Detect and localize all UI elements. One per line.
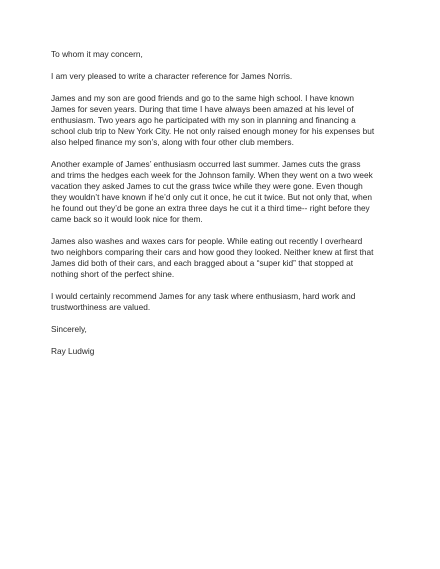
letter-paragraph-recommendation: I would certainly recommend James for any task where enthusiasm, hard work and trustworthiness are valued.: [51, 291, 356, 312]
letter-salutation: To whom it may concern,: [51, 49, 143, 59]
letter-page: [51, 49, 391, 357]
letter-paragraph-grass: Another example of James’ enthusiasm occurred last summer. James cuts the grass and trims the hedges each week for the Johnson family. When they went on a two week vacation they asked James to cut the grass twice while they were gone. Even though they wouldn’t have known if he’d only cut it once, he cut it twice. But not only that, when he found out they’d be gone an extra three days he cut it a third time-- right before they came back so it would look nice for them.: [51, 159, 373, 224]
letter-paragraph-friendship: James and my son are good friends and go to the same high school. I have known James for seven years. During that time I have always been amazed at his level of enthusiasm. Two years ago he participated with my son in planning and financing a school club trip to New York City. He not only raised enough money for his expenses but also helped finance my son’s, along with four other club members.: [51, 93, 375, 147]
letter-signature: Ray Ludwig: [51, 346, 95, 356]
letter-closing: Sincerely,: [51, 324, 87, 334]
letter-paragraph-cars: James also washes and waxes cars for people. While eating out recently I overheard two neighbors comparing their cars and how good they looked. Neither knew at first that James did both of their cars, and each bragged about a “super kid” that stopped at nothing short of the perfect shine.: [51, 236, 374, 279]
letter-paragraph-intro: I am very pleased to write a character reference for James Norris.: [51, 71, 293, 81]
